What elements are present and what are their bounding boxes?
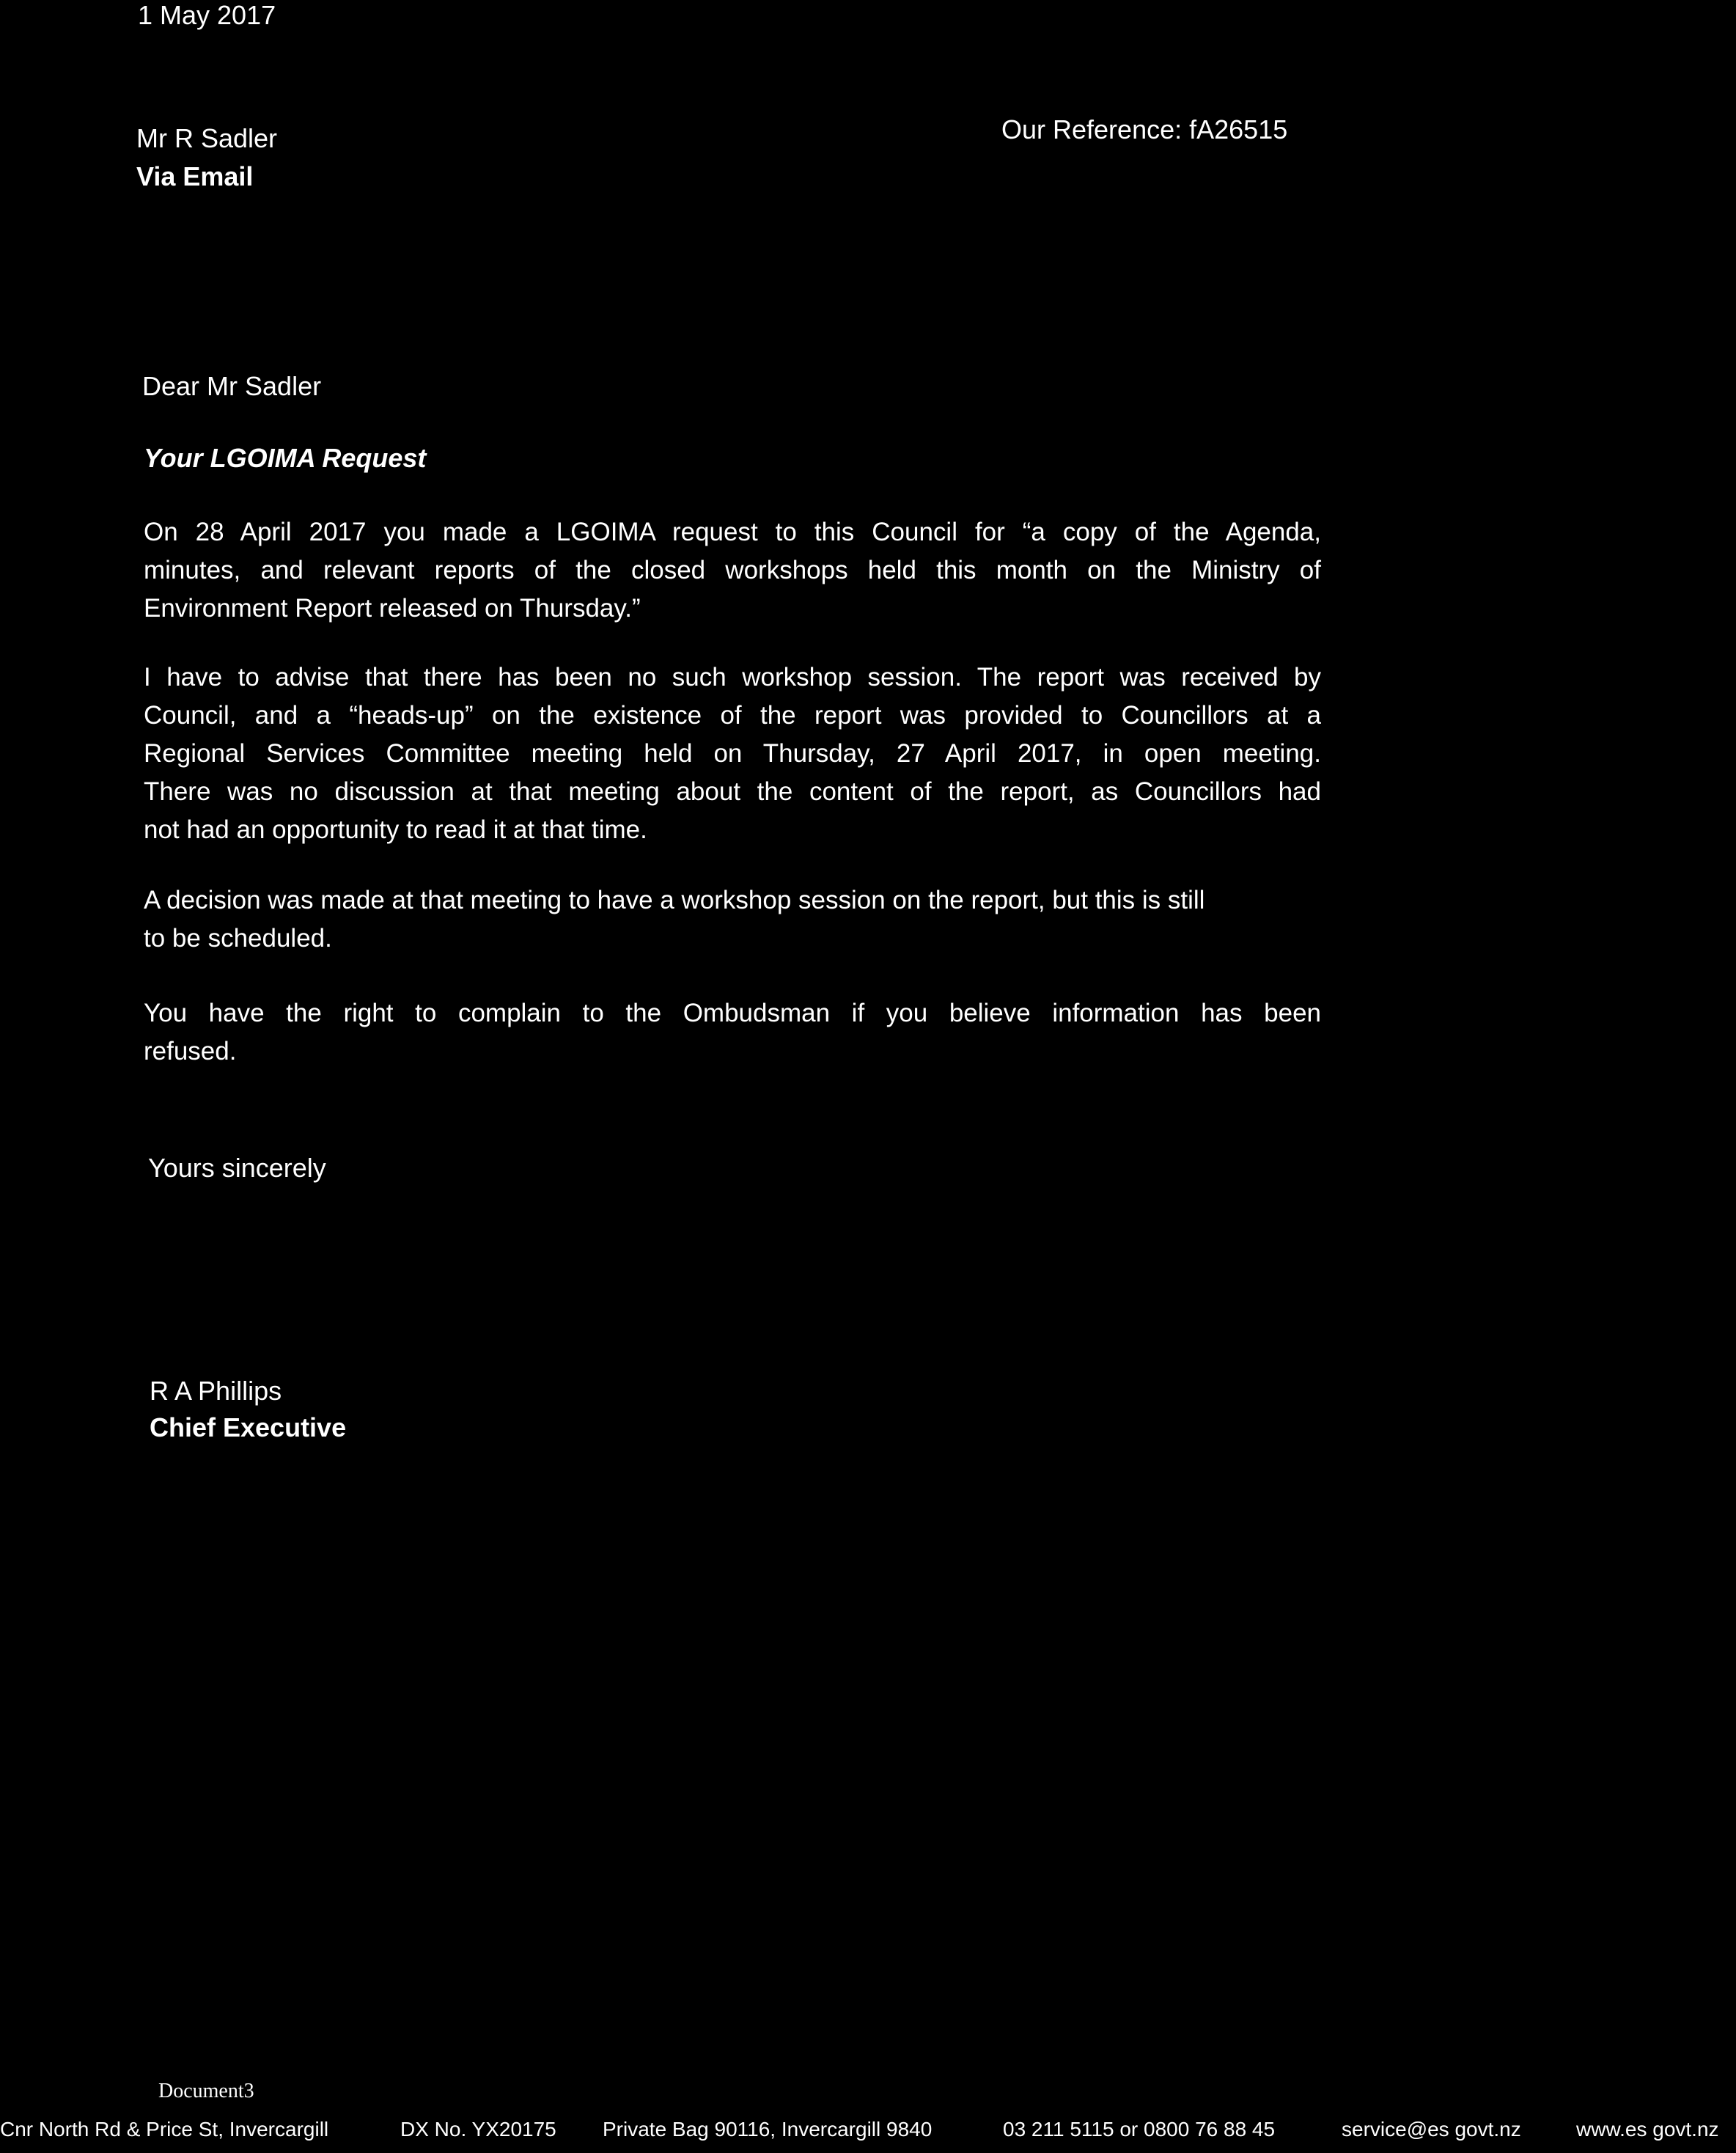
footer-private-bag: Private Bag 90116, Invercargill 9840 xyxy=(603,2118,933,2141)
salutation: Dear Mr Sadler xyxy=(142,371,322,401)
paragraph-line: not had an opportunity to read it at that time. xyxy=(144,815,647,844)
signer-title: Chief Executive xyxy=(150,1412,347,1442)
paragraph-line: There was no discussion at that meeting about the content of the report, as Councillors had xyxy=(144,777,1321,806)
recipient-name: Mr R Sadler xyxy=(136,123,278,153)
body-paragraph xyxy=(144,881,1321,958)
paragraph-line: A decision was made at that meeting to have a workshop session on the report, but this is still xyxy=(144,886,1205,914)
paragraph-line: to be scheduled. xyxy=(144,924,332,953)
paragraph-line: On 28 April 2017 you made a LGOIMA request to this Council for “a copy of the Agenda, xyxy=(144,518,1321,546)
body-paragraph xyxy=(144,513,1321,628)
paragraph-line: minutes, and relevant reports of the closed workshops held this month on the Ministry of xyxy=(144,556,1321,584)
footer-dx-number: DX No. YX20175 xyxy=(400,2118,556,2141)
paragraph-line: Council, and a “heads-up” on the existence of the report was provided to Councillors at a xyxy=(144,701,1321,730)
footer-address: Cnr North Rd & Price St, Invercargill xyxy=(0,2118,329,2141)
paragraph-line: Environment Report released on Thursday.” xyxy=(144,594,641,623)
recipient-delivery-method: Via Email xyxy=(136,161,254,191)
paragraph-line: You have the right to complain to the Ombudsman if you believe information has been xyxy=(144,999,1321,1027)
footer-email: service@es govt.nz xyxy=(1342,2118,1521,2141)
footer-website: www.es govt.nz xyxy=(1576,2118,1719,2141)
document-name: Document3 xyxy=(158,2080,254,2102)
letter-subject: Your LGOIMA Request xyxy=(144,443,427,473)
closing: Yours sincerely xyxy=(148,1153,326,1183)
body-paragraph xyxy=(144,994,1321,1071)
letter-date: 1 May 2017 xyxy=(138,0,276,30)
our-reference: Our Reference: fA26515 xyxy=(1001,114,1288,144)
signer-name: R A Phillips xyxy=(150,1376,282,1406)
paragraph-line: Regional Services Committee meeting held on Thursday, 27 April 2017, in open meeting. xyxy=(144,739,1321,768)
footer-phone: 03 211 5115 or 0800 76 88 45 xyxy=(1003,2118,1276,2141)
paragraph-line: refused. xyxy=(144,1037,237,1066)
paragraph-line: I have to advise that there has been no such workshop session. The report was received by xyxy=(144,663,1321,692)
body-paragraph xyxy=(144,659,1321,849)
